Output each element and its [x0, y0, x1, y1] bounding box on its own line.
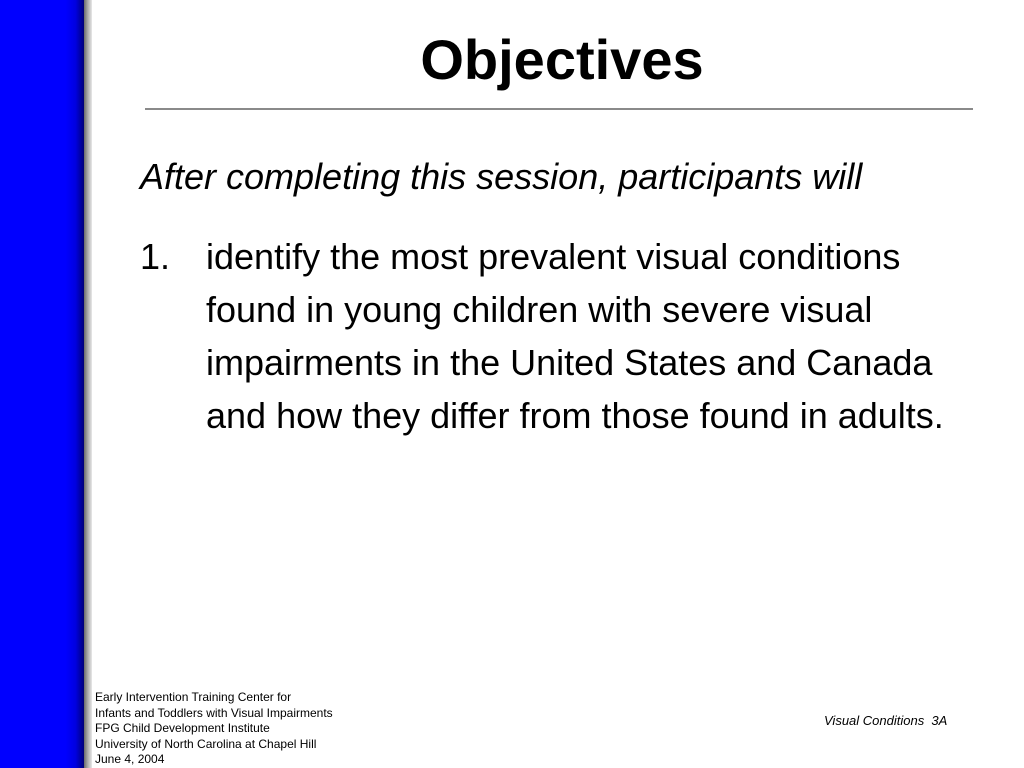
objective-number: 1.	[140, 236, 171, 277]
footer-date: June 4, 2004	[95, 752, 165, 766]
footer-institution	[95, 690, 333, 768]
objective-text: identify the most prevalent visual conditions found in young children with severe visual impairments in the United States and Canada and how they differ from those found in adults.	[206, 236, 944, 436]
footer-line: FPG Child Development Institute	[95, 721, 270, 735]
title-divider	[145, 108, 973, 110]
side-bar-shadow	[84, 0, 92, 768]
slide-title: Objectives	[420, 28, 704, 91]
intro-text: After completing this session, participants will	[140, 156, 863, 197]
footer-slide-label: Visual Conditions 3A	[824, 713, 948, 728]
footer-line: Early Intervention Training Center for	[95, 690, 292, 704]
footer-line: University of North Carolina at Chapel Hill	[95, 736, 317, 751]
footer-line: Infants and Toddlers with Visual Impairments	[95, 705, 333, 720]
side-bar-decoration	[0, 0, 84, 768]
